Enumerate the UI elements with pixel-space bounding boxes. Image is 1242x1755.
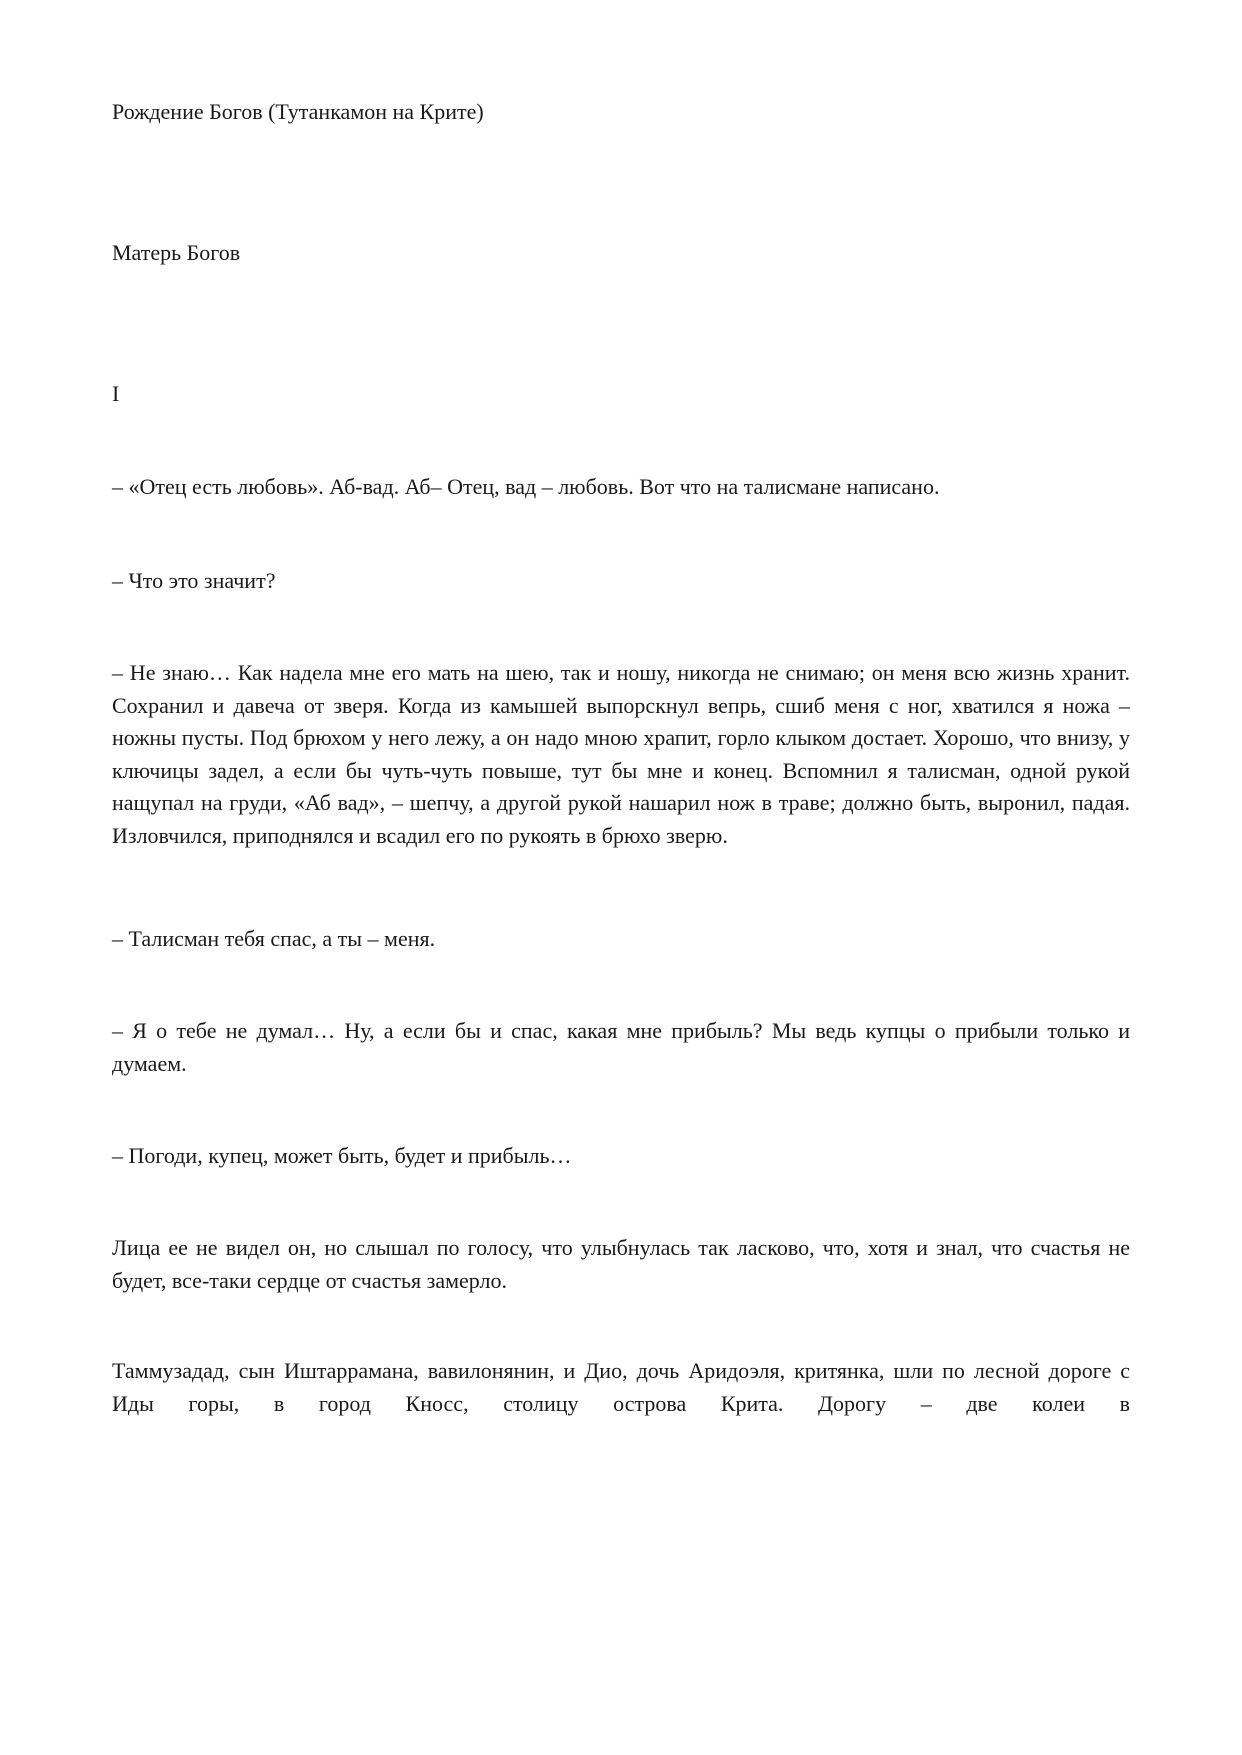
- part-title: Матерь Богов: [112, 240, 241, 265]
- paragraph: Лица ее не видел он, но слышал по голосу, что улыбнулась так ласково, что, хотя и знал, что счастья не будет, все-таки сердце от счастья замерло.: [112, 1235, 1130, 1293]
- paragraph: – Талисман тебя спас, а ты – меня.: [112, 926, 436, 951]
- paragraph: – Не знаю… Как надела мне его мать на шею, так и ношу, никогда не снимаю; он меня всю жизнь хранит. Сохранил и давеча от зверя. Когда из камышей выпорскнул вепрь, сшиб меня с ног, хватился я ножа – ножны пусты. Под брюхом у него лежу, а он надо мною храпит, горло клыком достает. Хорошо, что внизу, у ключицы задел, а если бы чуть-чуть повыше, тут бы мне и конец. Вспомнил я талисман, одной рукой нащупал на груди, «Аб вад», – шепчу, а другой рукой нашарил нож в траве; должно быть, выронил, падая. Изловчился, приподнялся и всадил его по рукоять в брюхо зверю.: [112, 660, 1130, 848]
- book-title: Рождение Богов (Тутанкамон на Крите): [112, 99, 484, 124]
- paragraph: – Погоди, купец, может быть, будет и прибыль…: [112, 1143, 572, 1168]
- paragraph: – Что это значит?: [112, 568, 276, 593]
- paragraph: – «Отец есть любовь». Аб-вад. Аб– Отец, вад – любовь. Вот что на талисмане написано.: [112, 474, 940, 499]
- paragraph: – Я о тебе не думал… Ну, а если бы и спас, какая мне прибыль? Мы ведь купцы о прибыли только и думаем.: [112, 1018, 1130, 1076]
- paragraph: Таммузадад, сын Иштаррамана, вавилонянин, и Дио, дочь Аридоэля, критянка, шли по лесной дороге с Иды горы, в город Кносс, столицу острова Крита. Дорогу – две колеи в: [112, 1358, 1130, 1416]
- chapter-number: I: [112, 381, 120, 406]
